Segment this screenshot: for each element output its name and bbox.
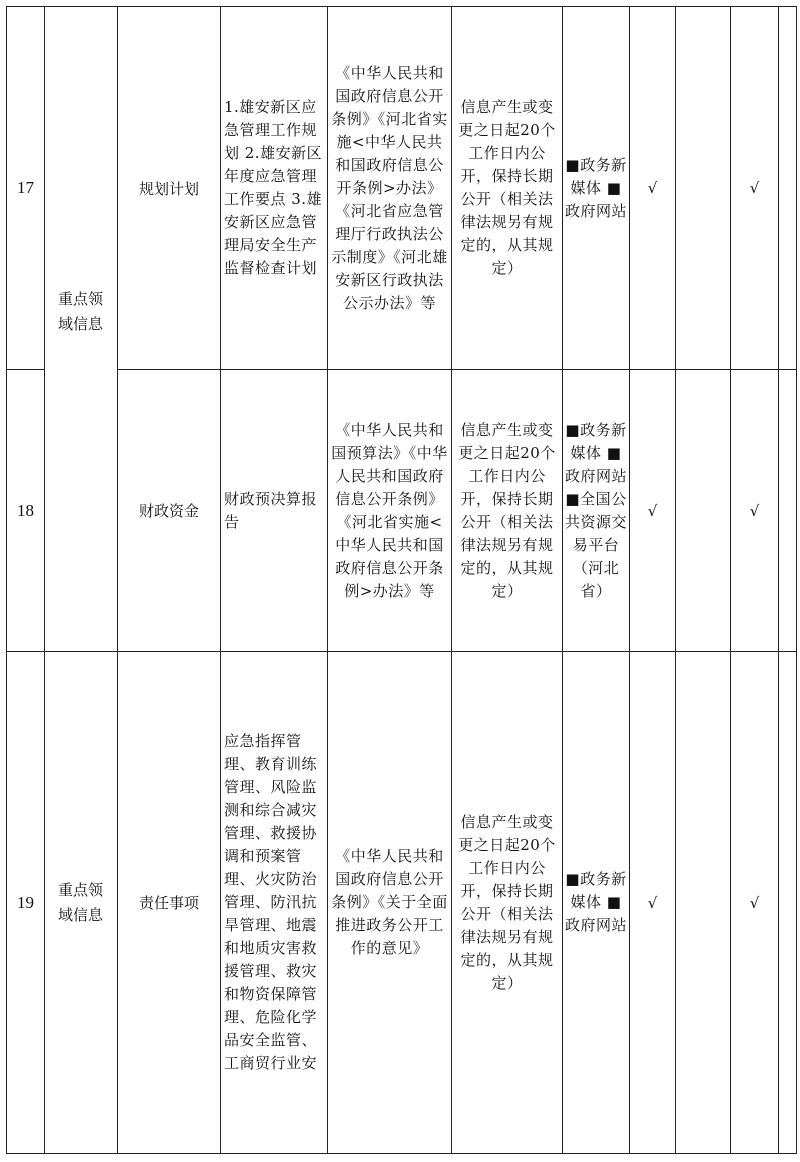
basis-text: 《中华人民共和国预算法》《中华人民共和国政府信息公开条例》《河北省实施<中华人民共和国政府信息公开条例>办法》等 xyxy=(331,420,448,600)
channel-text: ■政务新媒体 ■政府网站 xyxy=(565,870,628,934)
empty-cell xyxy=(676,652,731,1154)
empty-cell xyxy=(676,7,731,370)
table-row-19 xyxy=(7,652,797,1154)
row-number: 18 xyxy=(7,370,45,652)
content-text: 财政预决算报告 xyxy=(224,489,318,531)
check-mark: √ xyxy=(731,7,779,370)
check-mark: √ xyxy=(630,7,676,370)
basis-cell xyxy=(328,7,452,370)
time-text: 信息产生或变更之日起20个工作日内公开，保持长期公开（相关法律法规另有规定的，从其规定） xyxy=(458,420,556,600)
row-number: 19 xyxy=(7,652,45,1154)
content-cell xyxy=(221,652,328,1154)
empty-cell xyxy=(779,7,797,370)
basis-cell xyxy=(328,370,452,652)
field-label: 重点领域信息 xyxy=(58,880,104,924)
time-cell xyxy=(452,7,563,370)
row-number: 17 xyxy=(7,7,45,370)
table-row-18 xyxy=(7,370,797,652)
channel-text: ■政务新媒体 ■政府网站 xyxy=(565,155,628,220)
empty-cell xyxy=(779,652,797,1154)
check-mark: √ xyxy=(630,370,676,652)
channel-cell xyxy=(563,7,630,370)
field-cell xyxy=(45,652,118,1154)
check-mark: √ xyxy=(731,370,779,652)
time-cell xyxy=(452,652,563,1154)
content-cell xyxy=(221,370,328,652)
table-row-17 xyxy=(7,7,797,370)
item-cell: 财政资金 xyxy=(118,370,221,652)
item-cell: 规划计划 xyxy=(118,7,221,370)
basis-cell xyxy=(328,652,452,1154)
content-cell xyxy=(221,7,328,370)
empty-cell xyxy=(676,370,731,652)
field-label: 重点领域信息 xyxy=(58,290,104,333)
time-text: 信息产生或变更之日起20个工作日内公开，保持长期公开（相关法律法规另有规定的，从其规定） xyxy=(458,812,556,992)
time-cell xyxy=(452,370,563,652)
check-mark: √ xyxy=(731,652,779,1154)
channel-cell xyxy=(563,370,630,652)
basis-text: 《中华人民共和国政府信息公开条例》《关于全面推进政务公开工作的意见》 xyxy=(331,847,448,957)
content-text: 1.雄安新区应急管理工作规划 2.雄安新区年度应急管理工作要点 3.雄安新区应急管理局安全生产监督检查计划 xyxy=(224,98,323,277)
item-cell: 责任事项 xyxy=(118,652,221,1154)
empty-cell xyxy=(779,370,797,652)
check-mark: √ xyxy=(630,652,676,1154)
channel-cell xyxy=(563,652,630,1154)
content-text: 应急指挥管理、教育训练管理、风险监测和综合减灾管理、救援协调和预案管理、火灾防治管理、防汛抗旱管理、地震和地质灾害救援管理、救灾和物资保障管理、危险化学品安全监管、工商贸行业安 xyxy=(224,732,318,1072)
channel-text: ■政务新媒体 ■政府网站 ■全国公共资源交易平台（河北省） xyxy=(565,420,628,600)
disclosure-table xyxy=(6,6,797,1154)
basis-text: 《中华人民共和国政府信息公开条例》《河北省实施<中华人民共和国政府信息公开条例>办法》《河北省应急管理厅行政执法公示制度》《河北雄安新区行政执法公示办法》等 xyxy=(331,63,448,312)
field-cell xyxy=(45,7,118,652)
time-text: 信息产生或变更之日起20个工作日内公开，保持长期公开（相关法律法规另有规定的，从其规定） xyxy=(458,98,556,277)
